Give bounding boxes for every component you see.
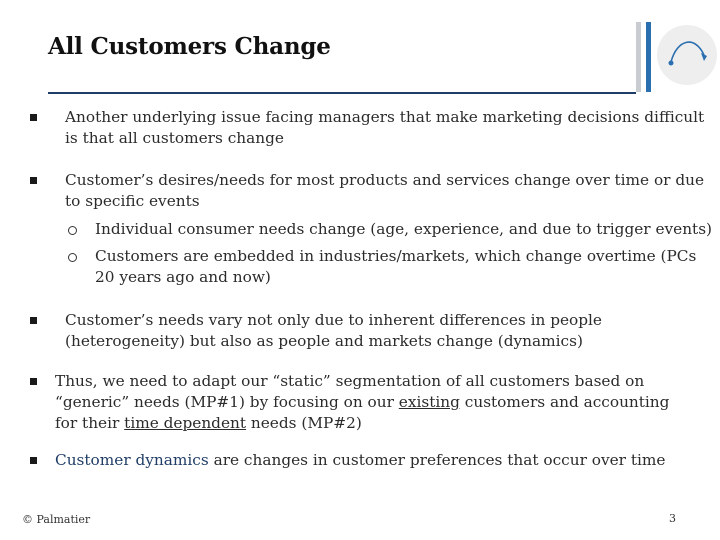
bullet-2-text: Customer’s desires/needs for most products and services change over time or due to specific events (65, 171, 705, 210)
bullet-4-underlined-time-dependent: time dependent (124, 414, 247, 432)
bullet-4-part-e: needs (MP#2) (246, 414, 362, 432)
square-bullet-icon (30, 177, 37, 184)
circle-bullet-icon (68, 253, 77, 262)
square-bullet-icon (30, 378, 37, 385)
logo-bar-gray (636, 22, 641, 92)
footer-copyright: © Palmatier (22, 513, 91, 526)
page-number: 3 (669, 512, 676, 525)
logo-bar-blue (646, 22, 651, 92)
curve-arrow-logo-icon (657, 25, 717, 85)
title-underline (48, 92, 636, 94)
sub-bullet-2-2-text: Customers are embedded in industries/markets, which change overtime (PCs 20 years ago and now) (95, 247, 697, 286)
bullet-3-text: Customer’s needs vary not only due to inherent differences in people (heterogeneity) but also as people and markets change (dynamics) (65, 311, 602, 350)
bullet-1-text: Another underlying issue facing managers that make marketing decisions difficult is that all customers change (65, 108, 705, 147)
bullet-4-underlined-existing: existing (398, 393, 460, 411)
bullet-5-highlight: Customer dynamics (55, 451, 209, 469)
square-bullet-icon (30, 457, 37, 464)
bullet-5-rest: are changes in customer preferences that occur over time (208, 451, 666, 469)
bullet-4-part-c: customers and accounting for their (55, 393, 670, 432)
sub-bullet-2-1-text: Individual consumer needs change (age, experience, and due to trigger events) (95, 220, 713, 238)
bullet-5-text (55, 450, 705, 471)
slide-title: All Customers Change (48, 33, 331, 60)
bullet-4-text (55, 371, 695, 434)
bullet-4-part-a: Thus, we need to adapt our “static” segmentation of all customers based on “generic” needs (MP#1) by focusing on our (55, 372, 645, 411)
square-bullet-icon (30, 317, 37, 324)
circle-bullet-icon (68, 226, 77, 235)
square-bullet-icon (30, 114, 37, 121)
